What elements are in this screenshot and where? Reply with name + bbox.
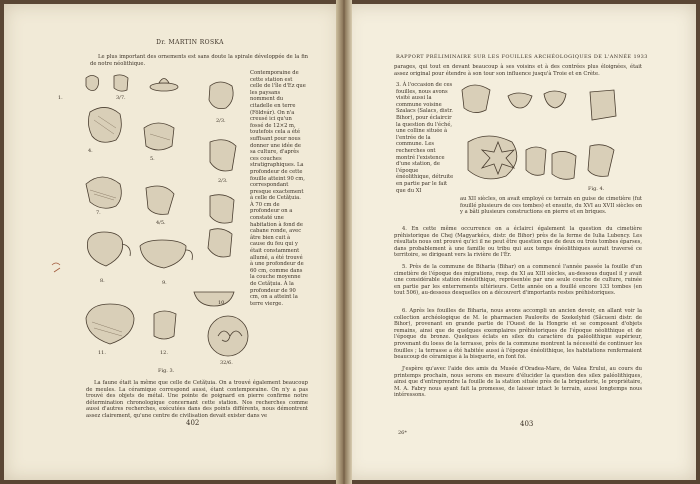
fig-label-11: 10. (218, 300, 226, 306)
right-footer-mark: 26* (398, 430, 407, 436)
right-section-4: 4. En cette même occurrence on a éclairci également la question du cimetière préhistorique de Chej (Magyarkécs, distr. de Bihor) près de la ferme de Iulia Lubency. Les résultats nous ont prouvé qu'ici il ne peut être question que de deux ou trois tombes éparses, dans probablement à une famille ou tribu qui aux temps énéolithiques aurait traversé ce territoire, se dirigeant vers la rivière de l'Ér. (394, 226, 642, 259)
fig-label-3: 2/3. (216, 118, 226, 124)
left-bottom-text: La faune était la même que celle de Cetățuia. On a trouvé également beaucoup de meules. La céramique correspond aussi, étant contemporaine. On n'y a pas trouvé des objets de métal. Une pointe de poignard en pierre confirme notre détermination chronologique concernant cette station. Nos recherches comme aussi d'autres recherches, exécutées dans des points différents, nous démontrent assez clairement, qu'une centre de civilisation devait exister dans ve (86, 380, 308, 419)
jug-1 (87, 232, 122, 266)
right-section-5: 5. Près de la commune de Biharia (Bihar) on a commencé l'année passée la fouille d'un cimetière de l'époque des migrations, resp. du XI au XIII siècles, au-dessous duquel il y avait une considérable station énéolithique, représentée par une seule couche de culture, ruinée en partie par les enterrements ultérieurs. Cette année on a fouillé encore 133 tombes (en tout 506), au-dessous desquelles on a découvert d'importants restes préhistoriques. (394, 264, 642, 297)
sherd-11 (154, 311, 176, 339)
left-page-number: 402 (186, 419, 200, 427)
right-running-header: RAPPORT PRÉLIMINAIRE SUR LES FOUILLES ARCHÉOLOGIQUES DE L'ANNÉE 1933 (396, 54, 648, 60)
bowl-2 (194, 292, 234, 306)
fig-label-8: 4/5. (156, 220, 166, 226)
pencil-annotation (52, 263, 60, 272)
fig-label-14: 32/6. (220, 360, 233, 366)
right-top-text: parages, qui tout en devant beaucoup à ses voisins et à des contrées plus éloignées, était assez original pour étendre à son tour son influence jusqu'à Troie et en Crète. (394, 64, 642, 77)
right-page-number: 403 (520, 420, 534, 428)
fig4-sherd-3 (552, 151, 576, 179)
fig-label-12: 11. (98, 350, 106, 356)
fig-label-4: 4. (88, 148, 93, 154)
spindle-whorl (150, 83, 178, 91)
fig-label-1: 1. (58, 95, 63, 101)
fig-label-6: 2/3. (218, 178, 228, 184)
vessel-large (86, 304, 134, 344)
sherd-2 (114, 75, 128, 91)
right-section-3-text: 3. À l'occasion de ces fouilles, nous avons visité aussi la commune voisine Szalacs (Salacs, distr. Bihor), pour éclaircir la question du l'éché, une colline située à l'entrée de la commune. Les recherches ont montré l'existence d'une station, de l'époque énéolithique, détruite en partie par le fait que du XI (396, 82, 454, 194)
fig4-sherd-2 (526, 147, 546, 175)
fig-label-5: 5. (150, 156, 155, 162)
sherd-6 (210, 140, 236, 171)
fig4-bowl-1 (508, 93, 532, 108)
fig-label-10: 9. (162, 280, 167, 286)
right-section-6: 6. Après les fouilles de Biharia, nous avons accompli un ancien devoir, en allant voir la collection archéologique de M. le pharmacien Paulovits de Szekelyhid (Săcueni distr. de Bihor), provenant en grande partie de l'Ouest de la Hongrie et se composant d'objets remains, ainsi que de quelques exemplaires préhistoriques de l'époque néolithique et de l'époque du bronze. Quelques éclats en silex du caractère du paléolithique supérieur, provenant du loess de la terrasse, près de la commune montrent la nécessité de continuer les fouilles ; la terrasse a été habitée aussi à l'époque énéolithique, les habitations renfermaient beaucoup de céramique à la bisquerie, en font foi. (394, 308, 642, 361)
sherd-1 (86, 76, 99, 91)
fig-label-7: 7. (96, 210, 101, 216)
left-running-header: Dr. MARTIN ROSKA (156, 39, 224, 46)
fig-label-9: 8. (100, 278, 105, 284)
fig4-cup (462, 85, 490, 113)
fig4-caption: Fig. 4. (588, 186, 605, 192)
left-figure-caption: Fig. 3. (158, 368, 175, 374)
fig4-sherd-1 (590, 90, 616, 120)
left-intro-text: Le plus important des ornements est sans doute la spirale développée de la fin de notre néolithique. (90, 54, 308, 67)
sherd-7 (86, 177, 121, 208)
right-section-7: J'espère qu'avec l'aide des amis du Musée d'Oradea-Mare, de Valea Erului, au cours du printemps prochain, nous serons en mesure d'élucider la question des silex paléolithiques, ainsi que d'entreprendre la fouille de la station située près de la briqueterie, le propriétaire, M. A. Fabry nous ayant fait la promesse, de laisser intact le terrain, aussi longtemps nous intéressons. (394, 366, 642, 399)
fig4-bowl-2 (544, 91, 566, 108)
sherd-10 (208, 229, 232, 257)
sherd-9 (210, 195, 234, 223)
sherd-8 (146, 186, 174, 214)
sherd-4 (88, 107, 121, 142)
fig-label-13: 12. (160, 350, 168, 356)
fig4-star-dish (468, 136, 517, 179)
spindle-top (159, 79, 169, 84)
bowl-1 (140, 240, 186, 268)
fig4-sherd-4 (588, 145, 614, 177)
left-column-text: Contemporaine de cette station est celle de l'île d'Ez que les paysans nomment du citadelle en terre (Földvár). On n'a creusé ici qu'un fossé de 12×2 m, toutefois cela a été suffisant pour nous donner une idée de sa culture, d'après ces couches stratigraphiques. La profondeur de cette fouille atteint 90 cm, correspondant presque exactement à celle de Cetățuia. À 70 cm de profondeur on a constaté une habitation à fond de cabane ronde, avec âtre bien cuit à cause du feu qui y était constamment allumé, a été trouvé à une profondeur de 60 cm, comme dans la couche moyenne de Cetățuia. À la profondeur de 90 cm, on a atteint la terre vierge. (250, 70, 306, 307)
right-section-3-continued: au XII siècles, on avait employé ce terrain en guise de cimetière (fut fouillé plusieurs de ces tombes) et ensuite, du XVI au XVII siècles on y a bâti plusieurs constructions en pierre et en briques. (460, 196, 642, 216)
sherd-3 (209, 82, 233, 109)
fig-label-2: 3/7. (116, 95, 126, 101)
